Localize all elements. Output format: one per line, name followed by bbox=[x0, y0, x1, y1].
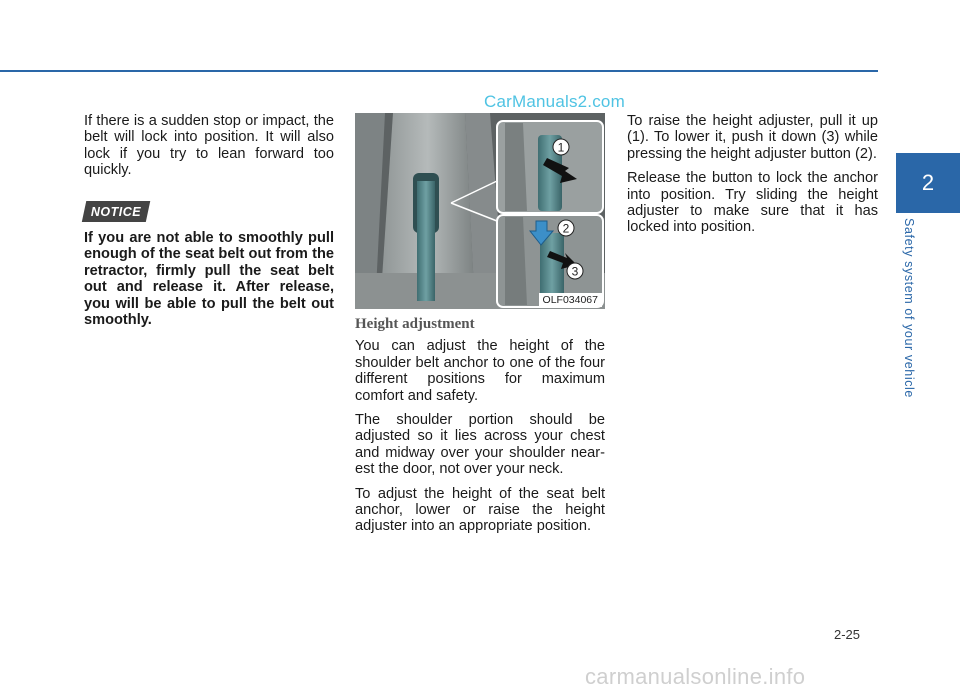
paragraph-adjust-how: To adjust the height of the seat belt anchor, lower or raise the height adjuster into an appropriate position. bbox=[355, 485, 605, 535]
chapter-tab bbox=[896, 153, 960, 213]
marker-2: 2 bbox=[562, 221, 570, 236]
notice-text: If you are not able to smoothly pull enough of the seat belt out from the retractor, firmly pull the seat belt out and release it. After release, you will be able to pull the belt out smoothly. bbox=[84, 230, 334, 329]
page-number: 2-25 bbox=[834, 627, 861, 642]
paragraph-lock-anchor: Release the button to lock the anchor into position. Try sliding the height adjuster to make sure that it has locked into position. bbox=[627, 170, 878, 236]
column-right bbox=[627, 113, 878, 244]
seatbelt-figure bbox=[355, 113, 605, 309]
paragraph-adjust-intro: You can adjust the height of the shoulder belt anchor to one of the four different positions for maximum comfort and safety. bbox=[355, 338, 605, 404]
column-middle bbox=[355, 316, 605, 543]
header-rule bbox=[0, 70, 878, 72]
marker-1: 1 bbox=[557, 140, 565, 155]
chapter-number: 2 bbox=[921, 170, 935, 195]
column-left bbox=[84, 113, 334, 336]
figure-code: OLF034067 bbox=[539, 293, 602, 307]
paragraph-shoulder-position: The shoulder portion should be adjusted so it lies across your chest and midway over your shoulder near-est the door, not over your neck. bbox=[355, 412, 605, 478]
chapter-title: Safety system of your vehicle bbox=[902, 218, 916, 398]
notice-label: NOTICE bbox=[90, 204, 142, 219]
seatbelt-illustration bbox=[355, 113, 605, 309]
watermark-bottom[interactable]: carmanualsonline.info bbox=[585, 664, 806, 689]
marker-3: 3 bbox=[571, 264, 579, 279]
notice-badge bbox=[82, 201, 151, 222]
section-heading: Height adjustment bbox=[355, 316, 475, 332]
chapter-title-vertical bbox=[899, 213, 919, 403]
paragraph-lock-info: If there is a sudden stop or impact, the belt will lock into position. It will also lock if you try to lean forward too quickly. bbox=[84, 113, 334, 179]
paragraph-raise-lower: To raise the height adjuster, pull it up (1). To lower it, push it down (3) while pressing the height adjuster button (2). bbox=[627, 113, 878, 162]
watermark-top[interactable]: CarManuals2.com bbox=[484, 92, 625, 111]
